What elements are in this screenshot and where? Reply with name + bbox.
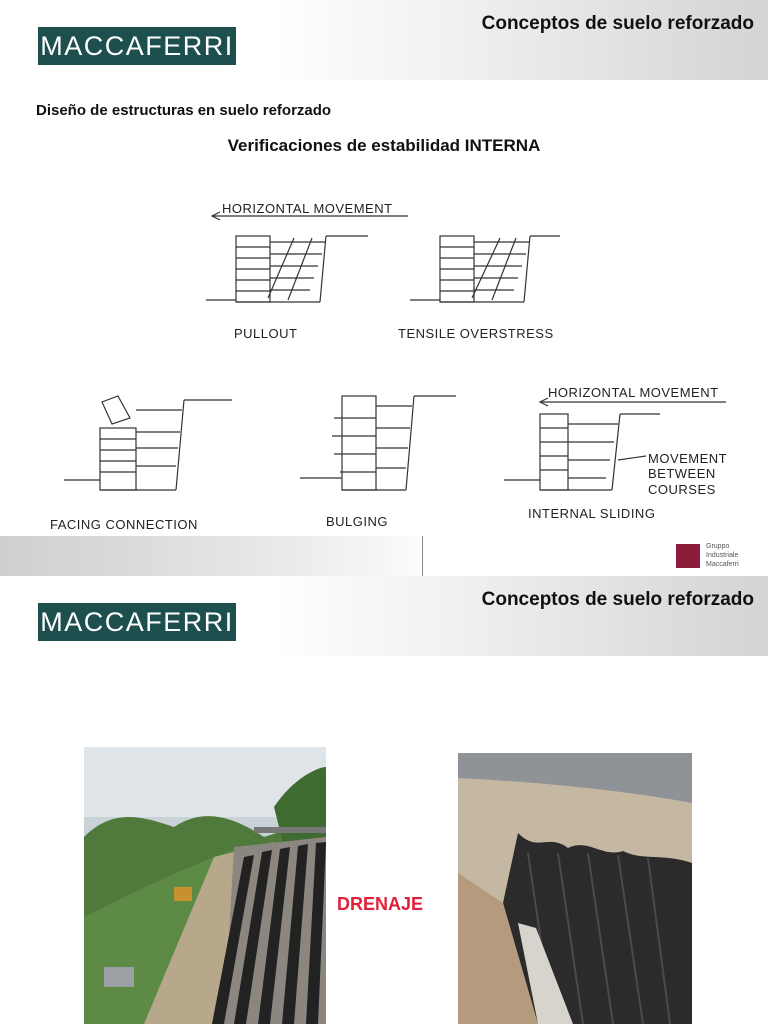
label-internal-sliding: INTERNAL SLIDING (528, 506, 656, 521)
slide-title: Conceptos de suelo reforzado (481, 589, 754, 610)
slide-title: Conceptos de suelo reforzado (481, 13, 754, 34)
label-tensile-overstress: TENSILE OVERSTRESS (398, 326, 554, 341)
tensile-overstress-sketch (410, 236, 560, 302)
label-courses: COURSES (648, 482, 716, 497)
maccaferri-logo: MACCAFERRI (38, 603, 236, 641)
maccaferri-logo: MACCAFERRI (38, 27, 236, 65)
gruppo-line-2: Industriale (706, 552, 739, 559)
label-facing-connection: FACING CONNECTION (50, 517, 198, 532)
label-between: BETWEEN (648, 466, 716, 481)
slide-2 (0, 576, 768, 1024)
gruppo-maccaferri-logo (676, 542, 760, 572)
label-pullout: PULLOUT (234, 326, 298, 341)
gruppo-line-3: Maccaferri (706, 561, 739, 568)
drainage-geocomposite-photo (458, 753, 692, 1024)
gruppo-line-1: Gruppo (706, 543, 730, 550)
label-movement: MOVEMENT (648, 451, 728, 466)
bulging-sketch (300, 396, 456, 490)
reinforced-slope-photo (84, 747, 326, 1024)
label-bulging: BULGING (326, 514, 389, 529)
label-horizontal-movement-top: HORIZONTAL MOVEMENT (222, 201, 393, 216)
gruppo-mark-icon (676, 544, 700, 568)
slide-subtitle: Diseño de estructuras en suelo reforzado (36, 102, 332, 119)
pullout-sketch (206, 236, 368, 302)
drenaje-label: DRENAJE (337, 894, 424, 914)
facing-connection-sketch (64, 396, 232, 490)
footer-divider (422, 536, 423, 576)
label-horizontal-movement-bottom: HORIZONTAL MOVEMENT (548, 385, 719, 400)
footer-band (0, 536, 768, 576)
internal-stability-diagram (0, 180, 768, 540)
section-heading: Verificaciones de estabilidad INTERNA (227, 136, 541, 155)
